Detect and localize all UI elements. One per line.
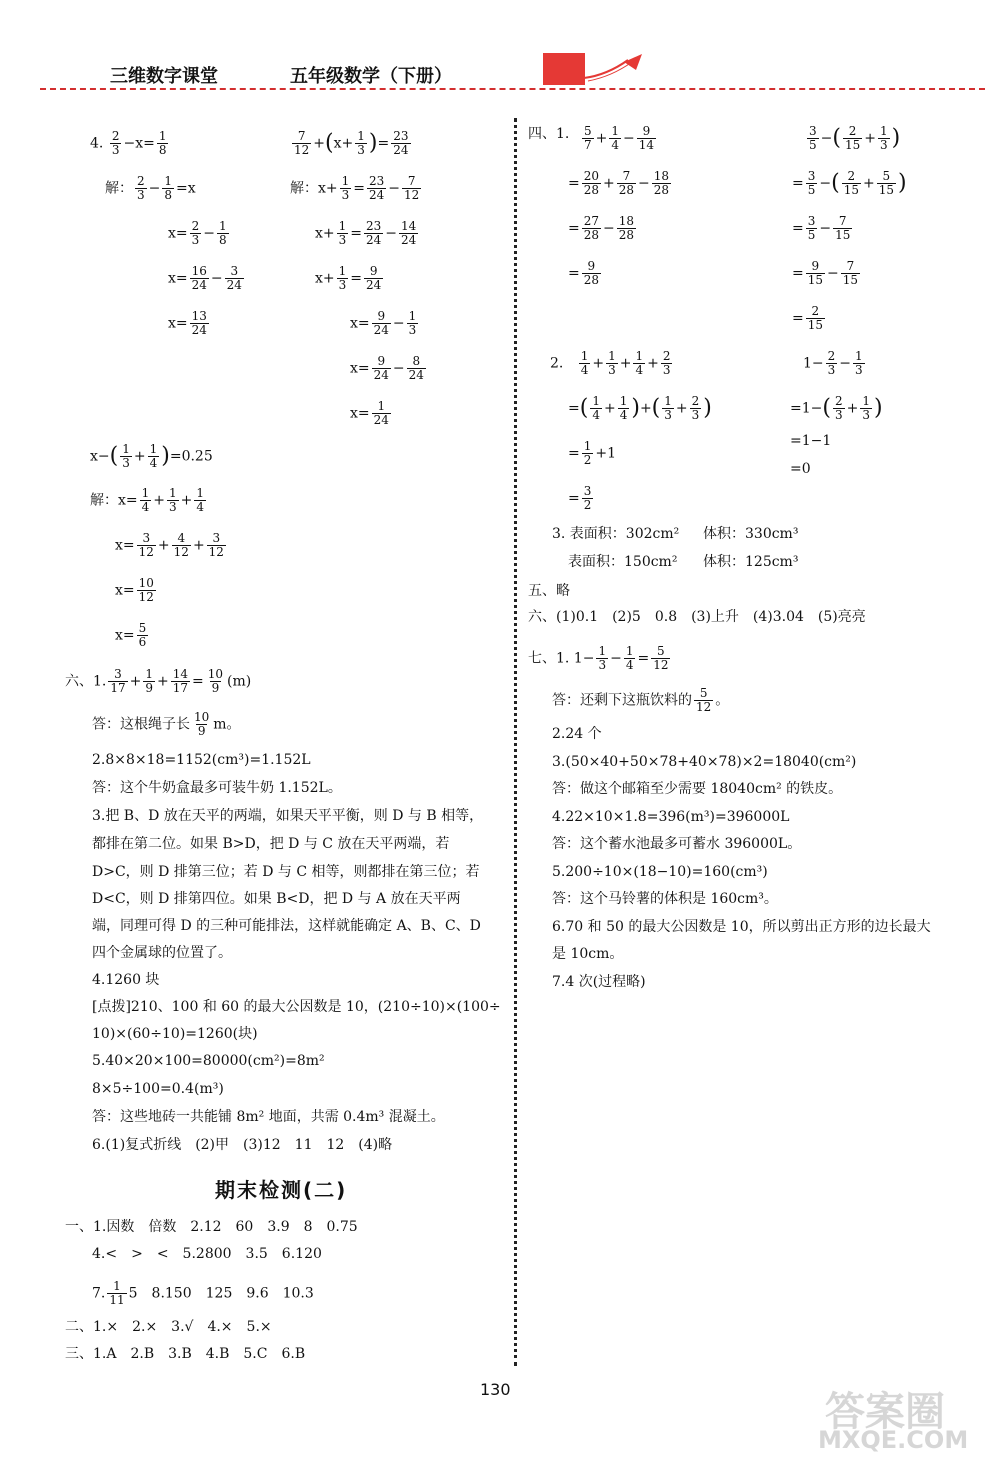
liu-4: 4.1260 块	[92, 972, 160, 988]
liu-4-tip2: 10)×(60÷10)=1260(块)	[92, 1026, 258, 1042]
eq-4c-step2: x= $\frac{3}{12}$ + $\frac{4}{12}$ + $\frac{3}{12}$	[115, 531, 224, 559]
si-1a-result: = $\frac{9}{28}$	[568, 259, 600, 287]
eq-4c-step1: 解：x= $\frac{1}{4}$ + $\frac{1}{3}$ + $\frac{1}{4}$	[90, 486, 205, 514]
si-2a: 2. $\frac{1}{4}$ + $\frac{1}{3}$ + $\frac{1}{4}$ + $\frac{2}{3}$	[550, 349, 671, 377]
watermark-site: MXQE.COM	[818, 1426, 969, 1454]
final-5: 三、1.A 2.B 3.B 4.B 5.C 6.B	[65, 1346, 306, 1362]
si-3-volume1: 体积：330cm³	[703, 526, 799, 542]
liu-3-line2: 都排在第二位。如果 B>D，把 D 与 C 放在天平两端，若	[92, 836, 450, 852]
book-title: 五年级数学（下册）	[290, 66, 452, 87]
eq-4b-step3: x+ $\frac{1}{3}$ = $\frac{9}{24}$	[315, 264, 382, 292]
liu-3-line1: 3.把 B、D 放在天平的两端，如果天平平衡，则 D 与 B 相等，	[92, 808, 484, 824]
liu-3-line5: 端，同理可得 D 的三种可能排法，这样就能确定 A、B、C、D	[92, 918, 481, 934]
si-1b-step1: = $\frac{3}{5}$ −( $\frac{2}{15}$ + $\frac{5}{15}$ )	[792, 169, 907, 197]
si-2a-result: = $\frac{3}{2}$	[568, 484, 592, 512]
liu-right: 六、(1)0.1 (2)5 0.8 (3)上升 (4)3.04 (5)亮亮	[528, 609, 866, 625]
final-3: 7. $\frac{1}{11}$ 5 8.150 125 9.6 10.3	[92, 1279, 314, 1307]
si-2b: 1− $\frac{2}{3}$ − $\frac{1}{3}$	[803, 349, 863, 377]
qi-4: 4.22×10×1.8=396(m³)=396000L	[552, 809, 790, 825]
liu-4-tip1: [点拨]210、100 和 60 的最大公因数是 10，(210÷10)×(100÷	[92, 999, 501, 1015]
eq-4a-step1: 解： $\frac{2}{3}$ − $\frac{1}{8}$ =x	[105, 174, 196, 202]
eq-4c-result: x= $\frac{5}{6}$	[115, 621, 147, 649]
liu-3-line4: D<C，则 D 排第四位。如果 B<D，把 D 与 A 放在天平两	[92, 891, 461, 907]
si-1b-step3: = $\frac{9}{15}$ − $\frac{7}{15}$	[792, 259, 859, 287]
qi-3-answer: 答：做这个邮箱至少需要 18040cm² 的铁皮。	[552, 781, 843, 797]
section-title: 期末检测(二)	[215, 1178, 348, 1202]
liu-2: 2.8×8×18=1152(cm³)=1.152L	[92, 752, 311, 768]
eq-4a-result: x= $\frac{13}{24}$	[168, 309, 207, 337]
liu-2-answer: 答：这个牛奶盒最多可装牛奶 1.152L。	[92, 780, 342, 796]
qi-1-eq: 七、1. 1− $\frac{1}{3}$ − $\frac{1}{4}$ = $\frac{5}{12}$	[528, 644, 669, 672]
eq-4c: x−( $\frac{1}{3}$ + $\frac{1}{4}$ )=0.25	[90, 442, 213, 470]
qi-7: 7.4 次(过程略)	[552, 974, 646, 990]
si-2b-step2: =1−1	[790, 433, 832, 449]
final-1: 一、1.因数 倍数 2.12 60 3.9 8 0.75	[65, 1219, 358, 1235]
page-number: 130	[480, 1380, 511, 1399]
liu-3-line6: 四个金属球的位置了。	[92, 945, 232, 961]
final-2: 4.< > < 5.2800 3.5 6.120	[92, 1246, 322, 1262]
rocket-icon	[580, 50, 650, 84]
si-2b-result: =0	[790, 461, 811, 477]
si-1a: $\frac{5}{7}$ + $\frac{1}{4}$ − $\frac{9}{14}$	[584, 124, 655, 152]
liu-5-answer: 答：这些地砖一共能铺 8m² 地面，共需 0.4m³ 混凝土。	[92, 1109, 445, 1125]
si-3-volume2: 体积：125cm³	[703, 554, 799, 570]
eq-4b-step2: x+ $\frac{1}{3}$ = $\frac{23}{24}$ − $\frac{14}{24}$	[315, 219, 417, 247]
si-1b-result: = $\frac{2}{15}$	[792, 304, 824, 332]
liu-5-line2: 8×5÷100=0.4(m³)	[92, 1081, 224, 1097]
eq-4b-result: x= $\frac{1}{24}$	[350, 399, 389, 427]
liu-5-line1: 5.40×20×100=80000(cm²)=8m²	[92, 1053, 325, 1069]
si-3-surface2: 表面积：150cm²	[568, 554, 678, 570]
column-divider	[514, 118, 517, 1366]
liu-1-eq: 六、1. $\frac{3}{17}$ + $\frac{1}{9}$ + $\frac{14}{17}$ = $\frac{10}{9}$ (m)	[65, 667, 252, 695]
qi-1-answer: 答：还剩下这瓶饮料的 $\frac{5}{12}$ 。	[552, 686, 730, 714]
si-1a-step1: = $\frac{20}{28}$ + $\frac{7}{28}$ − $\frac{18}{28}$	[568, 169, 670, 197]
liu-6: 6.(1)复式折线 (2)甲 (3)12 11 12 (4)略	[92, 1137, 393, 1153]
red-block-logo	[543, 53, 585, 85]
watermark-brand: 答案圈	[825, 1389, 945, 1435]
si-3-surface1: 3. 表面积：302cm²	[552, 526, 680, 542]
liu-3-line3: D>C，则 D 排第三位；若 D 与 C 相等，则都排在第三位；若	[92, 864, 480, 880]
eq-4a: 4. $\frac{2}{3}$ −x= $\frac{1}{8}$	[90, 129, 167, 157]
qi-5-answer: 答：这个马铃薯的体积是 160cm³。	[552, 891, 778, 907]
si-1a-step2: = $\frac{27}{28}$ − $\frac{18}{28}$	[568, 214, 635, 242]
qi-4-answer: 答：这个蓄水池最多可蓄水 396000L。	[552, 836, 802, 852]
eq-4b-step5: x= $\frac{9}{24}$ − $\frac{8}{24}$	[350, 354, 424, 382]
eq-4b: $\frac{7}{12}$ +(x+ $\frac{1}{3}$ )= $\frac{23}{24}$	[294, 129, 409, 157]
qi-5: 5.200÷10×(18−10)=160(cm³)	[552, 864, 768, 880]
si-1b-step2: = $\frac{3}{5}$ − $\frac{7}{15}$	[792, 214, 851, 242]
eq-4b-step4: x= $\frac{9}{24}$ − $\frac{1}{3}$	[350, 309, 417, 337]
qi-3: 3.(50×40+50×78+40×78)×2=18040(cm²)	[552, 754, 857, 770]
series-title: 三维数字课堂	[110, 66, 218, 87]
eq-4c-step3: x= $\frac{10}{12}$	[115, 576, 154, 604]
liu-1-answer: 答：这根绳子长 $\frac{10}{9}$ m。	[92, 710, 241, 738]
qi-6-line1: 6.70 和 50 的最大公因数是 10，所以剪出正方形的边长最大	[552, 919, 931, 935]
wu: 五、略	[528, 583, 570, 599]
eq-4b-step1: 解：x+ $\frac{1}{3}$ = $\frac{23}{24}$ − $\frac{7}{12}$	[290, 174, 420, 202]
final-4: 二、1.× 2.× 3.√ 4.× 5.×	[65, 1319, 272, 1335]
si-2b-step1: =1−( $\frac{2}{3}$ + $\frac{1}{3}$ )	[790, 394, 883, 422]
qi-2: 2.24 个	[552, 726, 602, 742]
header-divider	[40, 88, 985, 90]
qi-6-line2: 是 10cm。	[552, 946, 624, 962]
si-2a-step2: = $\frac{1}{2}$ +1	[568, 439, 617, 467]
si-1b: $\frac{3}{5}$ −( $\frac{2}{15}$ + $\frac{1}{3}$ )	[809, 124, 901, 152]
si-2a-step1: =( $\frac{1}{4}$ + $\frac{1}{4}$ )+( $\frac{1}{3}$ + $\frac{2}{3}$ )	[568, 394, 712, 422]
eq-4a-step2: x= $\frac{2}{3}$ − $\frac{1}{8}$	[168, 219, 227, 247]
eq-4a-step3: x= $\frac{16}{24}$ − $\frac{3}{24}$	[168, 264, 242, 292]
si-1-label: 四、1.	[528, 126, 570, 142]
